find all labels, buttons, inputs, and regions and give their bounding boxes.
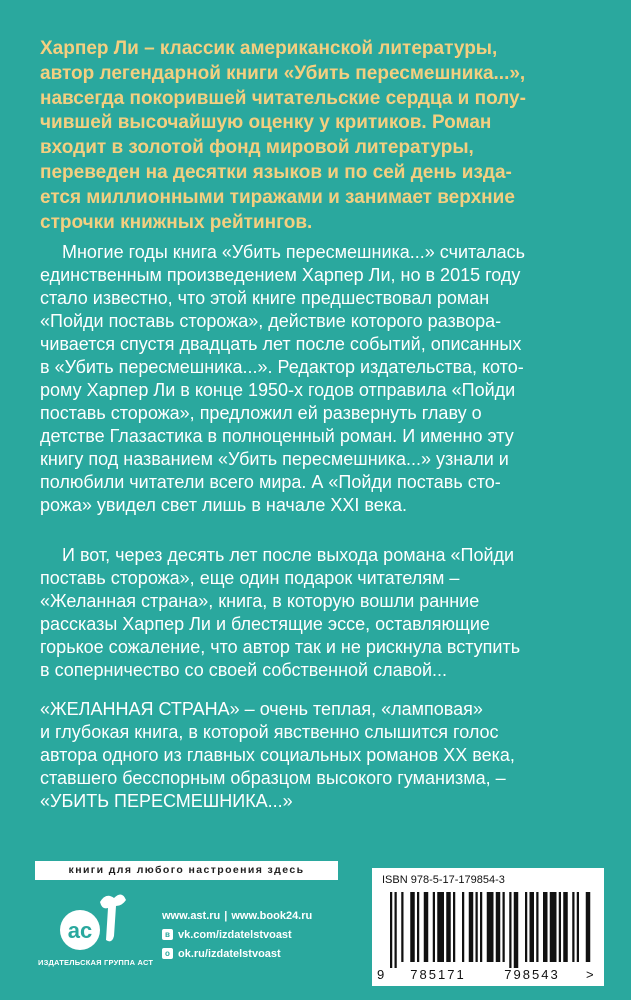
barcode-bar — [417, 892, 419, 962]
publisher-logo — [38, 888, 154, 978]
author-intro — [40, 37, 600, 235]
paragraph-line: чивается спустя двадцать лет после событий, описанных — [40, 334, 522, 354]
intro-line: строчки книжных рейтингов. — [40, 211, 313, 233]
intro-line: переведен на десятки языков и по сей день изда- — [40, 161, 512, 183]
barcode-bar — [424, 892, 429, 962]
barcode-bar — [496, 892, 501, 962]
barcode-bar — [525, 892, 527, 962]
barcode-digits-left: 785171 — [410, 967, 466, 982]
barcode-bar — [395, 892, 397, 968]
paragraph-line: полюбили читатели всего мира. А «Пойди поставь сто- — [40, 472, 501, 492]
barcode-bar — [572, 892, 574, 962]
paragraph-line: в соперничество со своей собственной славой... — [40, 660, 448, 680]
barcode-bar — [559, 892, 561, 962]
paragraph-line: горькое сожаление, что автор так и не рискнула вступить — [40, 637, 521, 657]
intro-line: Харпер Ли – классик американской литературы, — [40, 38, 498, 59]
barcode-bar — [401, 892, 403, 962]
barcode-digit-end: > — [586, 967, 594, 982]
paragraph-line: поставь сторожа», предложил ей развернуть главу о — [40, 403, 482, 423]
barcode-bar — [550, 892, 557, 962]
paragraph-line: рожа» увидел свет лишь в начале XXI века. — [40, 495, 408, 515]
paragraph-line: и глубокая книга, в которой явственно слышится голос — [40, 722, 499, 742]
website-links — [162, 907, 312, 924]
barcode-bar — [469, 892, 474, 962]
barcode-bar — [543, 892, 548, 962]
intro-line: автор легендарной книги «Убить пересмешника...», — [40, 62, 526, 84]
ok-link[interactable]: ok.ru/izdatelstvoast — [178, 947, 281, 960]
paragraph-line: рому Харпер Ли в конце 1950-х годов отправила «Пойди — [40, 380, 516, 400]
barcode-area — [372, 868, 604, 986]
paragraph-line: детстве Глазастика в полноценный роман. И именно эту — [40, 426, 514, 446]
barcode-bar — [410, 892, 415, 962]
description-paragraph-2 — [40, 544, 600, 682]
vk-link[interactable]: vk.com/izdatelstvoast — [178, 928, 292, 941]
paragraph-line: И вот, через десять лет после выхода романа «Пойди — [62, 545, 515, 565]
barcode-bar — [433, 892, 435, 962]
barcode-digits-right: 798543 — [504, 967, 560, 982]
logo-caption: ИЗДАТЕЛЬСКАЯ ГРУППА АСТ — [38, 958, 154, 967]
barcode-graphic — [372, 868, 604, 986]
website-link-ast[interactable]: www.ast.ru — [162, 909, 221, 922]
paragraph-line: рассказы Харпер Ли и блестящие эссе, оставляющие — [40, 614, 490, 634]
paragraph-line: единственным произведением Харпер Ли, но в 2015 году — [40, 265, 521, 285]
barcode-bar — [577, 892, 579, 962]
isbn-number: ISBN 978-5-17-179854-3 — [382, 874, 505, 886]
paragraph-line: Многие годы книга «Убить пересмешника...» считалась — [62, 242, 525, 262]
ok-icon: о — [162, 948, 173, 959]
paragraph-line: книгу под названием «Убить пересмешника...» узнали и — [40, 449, 509, 469]
barcode-bar — [453, 892, 455, 962]
paragraph-line: поставь сторожа», еще один подарок читателям – — [40, 568, 460, 588]
barcode-digit-first: 9 — [377, 967, 385, 982]
barcode-bar — [503, 892, 505, 962]
slogan-strip: книги для любого настроения здесь — [35, 861, 338, 880]
svg-text:ac: ac — [67, 918, 93, 943]
ast-logo-icon — [56, 888, 130, 956]
intro-line: ется миллионными тиражами и занимает верхние — [40, 186, 515, 208]
description-paragraph-3 — [40, 698, 600, 813]
barcode-bar — [563, 892, 568, 962]
paragraph-line: «ЖЕЛАННАЯ СТРАНА» – очень теплая, «ламповая» — [40, 699, 483, 719]
barcode-bar — [509, 892, 511, 968]
vk-icon: в — [162, 929, 173, 940]
paragraph-line: стало известно, что этой книге предшествовал роман — [40, 288, 490, 308]
paragraph-line: «Желанная страна», книга, в которую вошли ранние — [40, 591, 480, 611]
barcode-bar — [480, 892, 482, 962]
paragraph-line: «УБИТЬ ПЕРЕСМЕШНИКА...» — [40, 791, 293, 811]
link-separator: | — [224, 909, 228, 922]
paragraph-line: «Пойди поставь сторожа», действие которого развора- — [40, 311, 502, 331]
intro-line: входит в золотой фонд мировой литературы, — [40, 137, 474, 159]
barcode-bar — [446, 892, 451, 962]
paragraph-line: ставшего бесспорным образцом высокого гуманизма, – — [40, 768, 506, 788]
barcode-bar — [487, 892, 494, 962]
paragraph-line: автора одного из главных социальных романов XX века, — [40, 745, 515, 765]
barcode-bar — [462, 892, 464, 962]
barcode-bar — [390, 892, 392, 968]
website-link-book24[interactable]: www.book24.ru — [231, 909, 313, 922]
ok-link-row — [162, 945, 312, 962]
barcode-bar — [514, 892, 519, 968]
paragraph-line: в «Убить пересмешника...». Редактор издательства, кото- — [40, 357, 524, 377]
intro-line: чившей высочайшую оценку у критиков. Роман — [40, 112, 492, 134]
barcode-bar — [530, 892, 535, 962]
barcode-bar — [476, 892, 478, 962]
intro-line: навсегда покорившей читательские сердца и полу- — [40, 87, 526, 109]
barcode-bar — [437, 892, 444, 962]
barcode-bar — [536, 892, 538, 962]
vk-link-row — [162, 926, 312, 943]
publisher-links — [162, 907, 312, 962]
barcode-bar — [586, 892, 591, 962]
description-paragraph-1 — [40, 241, 600, 517]
